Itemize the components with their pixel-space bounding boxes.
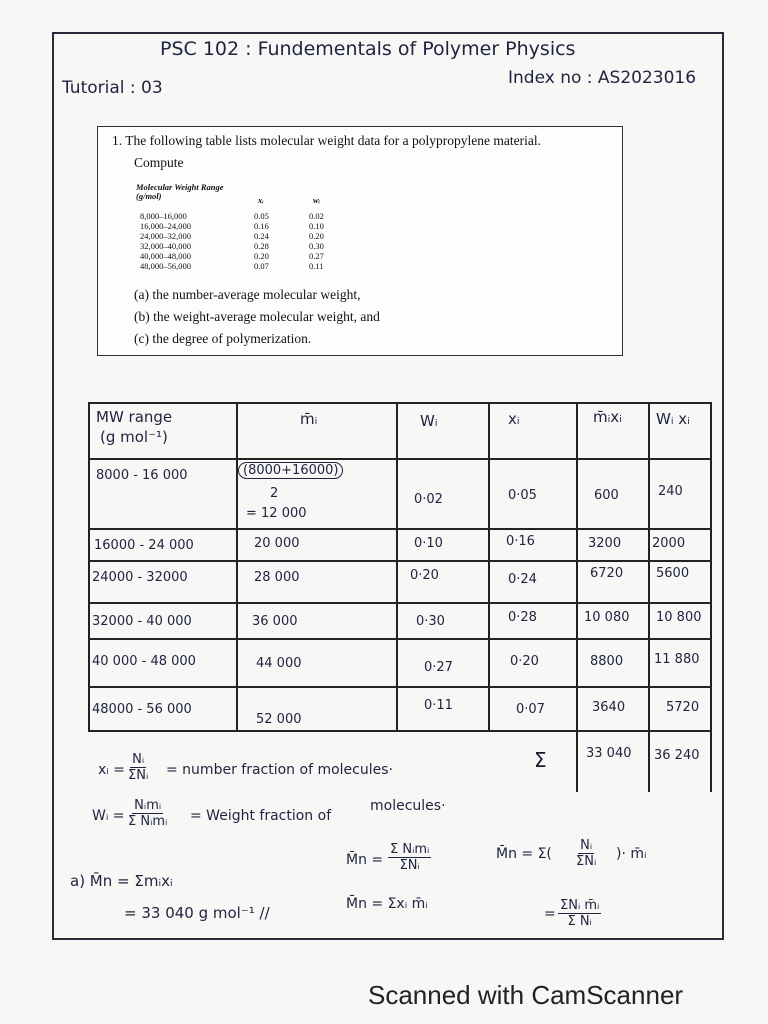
sum-wixi: 36 240 (654, 748, 700, 763)
cell-wi: 0·02 (414, 492, 443, 507)
mn-denominator: ΣNᵢ (399, 858, 420, 873)
mini-table-cell: 8,000–16,000 (140, 211, 187, 221)
mini-table-cell: 0.10 (309, 221, 324, 231)
mini-table-cell: 0.27 (309, 251, 324, 261)
cell-mi: 36 000 (252, 614, 298, 629)
cell-wixi: 2000 (652, 536, 686, 551)
mini-table-cell: 0.05 (254, 211, 269, 221)
cell-range: 40 000 - 48 000 (92, 654, 196, 669)
header-xi: xᵢ (508, 410, 520, 428)
wi-definition-lhs: Wᵢ = (92, 808, 125, 824)
mn-numerator: Σ Nᵢmᵢ (390, 842, 430, 857)
wi-description-continued: molecules· (370, 798, 446, 814)
xi-definition-lhs: xᵢ = (98, 762, 125, 778)
cell-mixi: 8800 (590, 654, 624, 669)
mini-table-cell: 0.07 (254, 261, 269, 271)
mn-right-fraction (576, 838, 596, 869)
mn-right2-denominator: Σ Nᵢ (567, 914, 592, 929)
question-part-c: (c) the degree of polymerization. (134, 331, 312, 346)
wi-numerator: Nᵢmᵢ (134, 798, 162, 813)
mn-right-numerator: Nᵢ (580, 838, 593, 853)
mn-definition-fraction (388, 842, 431, 873)
calculation-table (88, 402, 712, 732)
question-part-b: (b) the weight-average molecular weight, and (134, 309, 380, 324)
xi-description: = number fraction of molecules· (166, 762, 393, 778)
header-wixi: Wᵢ xᵢ (656, 410, 690, 428)
wi-description: = Weight fraction of (190, 808, 332, 824)
question-box (97, 126, 623, 356)
sum-mixi: 33 040 (586, 746, 632, 761)
cell-range: 32000 - 40 000 (92, 614, 192, 629)
xi-definition-fraction (128, 752, 148, 783)
mn-definition-alt: M̄n = Σxᵢ m̄ᵢ (346, 896, 428, 912)
mn-right-rhs: )· m̄ᵢ (616, 846, 647, 862)
xi-numerator: Nᵢ (132, 752, 145, 767)
mini-table-cell: 32,000–40,000 (140, 241, 191, 251)
cell-wixi: 5720 (666, 700, 700, 715)
index-number: Index no : AS2023016 (508, 68, 697, 88)
sum-symbol: Σ (534, 748, 547, 772)
mn-right2-fraction (558, 898, 601, 929)
question-intro: 1. The following table lists molecular weight data for a polypropylene material. (112, 133, 542, 148)
sum-row (576, 732, 712, 792)
cell-xi: 0·16 (506, 534, 535, 549)
header-wi: Wᵢ (420, 412, 438, 430)
header-mw-range: MW range (96, 408, 173, 426)
mn-right-lhs: M̄n = Σ( (496, 846, 552, 862)
cell-wixi: 240 (658, 484, 683, 499)
wi-definition-fraction (128, 798, 167, 829)
mini-table-cell: 0.11 (309, 261, 324, 271)
cell-mixi: 3640 (592, 700, 626, 715)
cell-wi: 0·30 (416, 614, 445, 629)
cell-wi: 0·27 (424, 660, 453, 675)
cell-xi: 0·28 (508, 610, 537, 625)
cell-mi: 44 000 (256, 656, 302, 671)
page-title: PSC 102 : Fundementals of Polymer Physics (160, 38, 576, 60)
part-a-answer: = 33 040 g mol⁻¹ // (124, 904, 270, 922)
mini-table-cell: 0.30 (309, 241, 324, 251)
mini-table-cell: 0.24 (254, 231, 269, 241)
mini-table-cell: 24,000–32,000 (140, 231, 191, 241)
wi-denominator: Σ Nᵢmᵢ (128, 814, 168, 829)
cell-xi: 0·24 (508, 572, 537, 587)
mn-right2-numerator: ΣNᵢ m̄ᵢ (560, 898, 600, 913)
header-mi: m̄ᵢ (300, 410, 318, 428)
cell-xi: 0·05 (508, 488, 537, 503)
xi-denominator: ΣNᵢ (128, 768, 149, 783)
part-a-formula: a) M̄n = Σmᵢxᵢ (70, 872, 173, 890)
cell-mi-value: = 12 000 (246, 506, 307, 521)
cell-mi: 28 000 (254, 570, 300, 585)
cell-mi: 20 000 (254, 536, 300, 551)
cell-wi: 0·20 (410, 568, 439, 583)
cell-mi-denominator: 2 (270, 486, 279, 501)
header-units: (g mol⁻¹) (100, 428, 168, 446)
cell-xi: 0·07 (516, 702, 545, 717)
cell-mixi: 10 080 (584, 610, 630, 625)
mini-table-cell: 48,000–56,000 (140, 261, 191, 271)
cell-mi: 52 000 (256, 712, 302, 727)
mn-right-denominator: ΣNᵢ (576, 854, 597, 869)
cell-range: 24000 - 32000 (92, 570, 188, 585)
scanner-watermark: Scanned with CamScanner (368, 980, 684, 1010)
cell-wi: 0·10 (414, 536, 443, 551)
mini-table-cell: 40,000–48,000 (140, 251, 191, 261)
mn-right2-lhs: = (544, 906, 556, 922)
cell-xi: 0·20 (510, 654, 539, 669)
cell-range: 48000 - 56 000 (92, 702, 192, 717)
cell-range: 8000 - 16 000 (96, 468, 188, 483)
mn-definition-lhs: M̄n = (346, 852, 384, 868)
cell-wixi: 10 800 (656, 610, 702, 625)
cell-mi-sum: (8000+16000) (238, 462, 343, 479)
cell-mixi: 3200 (588, 536, 622, 551)
header-mixi: m̄ᵢxᵢ (593, 408, 622, 426)
mini-table-cell: 0.28 (254, 241, 269, 251)
cell-mixi: 6720 (590, 566, 624, 581)
mini-table-header-wi: wᵢ (313, 195, 321, 205)
tutorial-number: Tutorial : 03 (62, 78, 163, 98)
mini-table-cell: 0.02 (309, 211, 324, 221)
cell-wixi: 5600 (656, 566, 690, 581)
mini-table-cell: 0.20 (254, 251, 269, 261)
cell-wi: 0·11 (424, 698, 453, 713)
mini-table-header-range: Molecular Weight Range (g/mol) (136, 182, 224, 201)
cell-mixi: 600 (594, 488, 619, 503)
cell-range: 16000 - 24 000 (94, 538, 194, 553)
question-compute: Compute (134, 155, 184, 170)
question-part-a: (a) the number-average molecular weight, (134, 287, 361, 302)
mini-table-cell: 0.16 (254, 221, 269, 231)
cell-wixi: 11 880 (654, 652, 700, 667)
mini-table-cell: 0.20 (309, 231, 324, 241)
mini-table-cell: 16,000–24,000 (140, 221, 191, 231)
mini-table-header-xi: xᵢ (258, 195, 264, 205)
